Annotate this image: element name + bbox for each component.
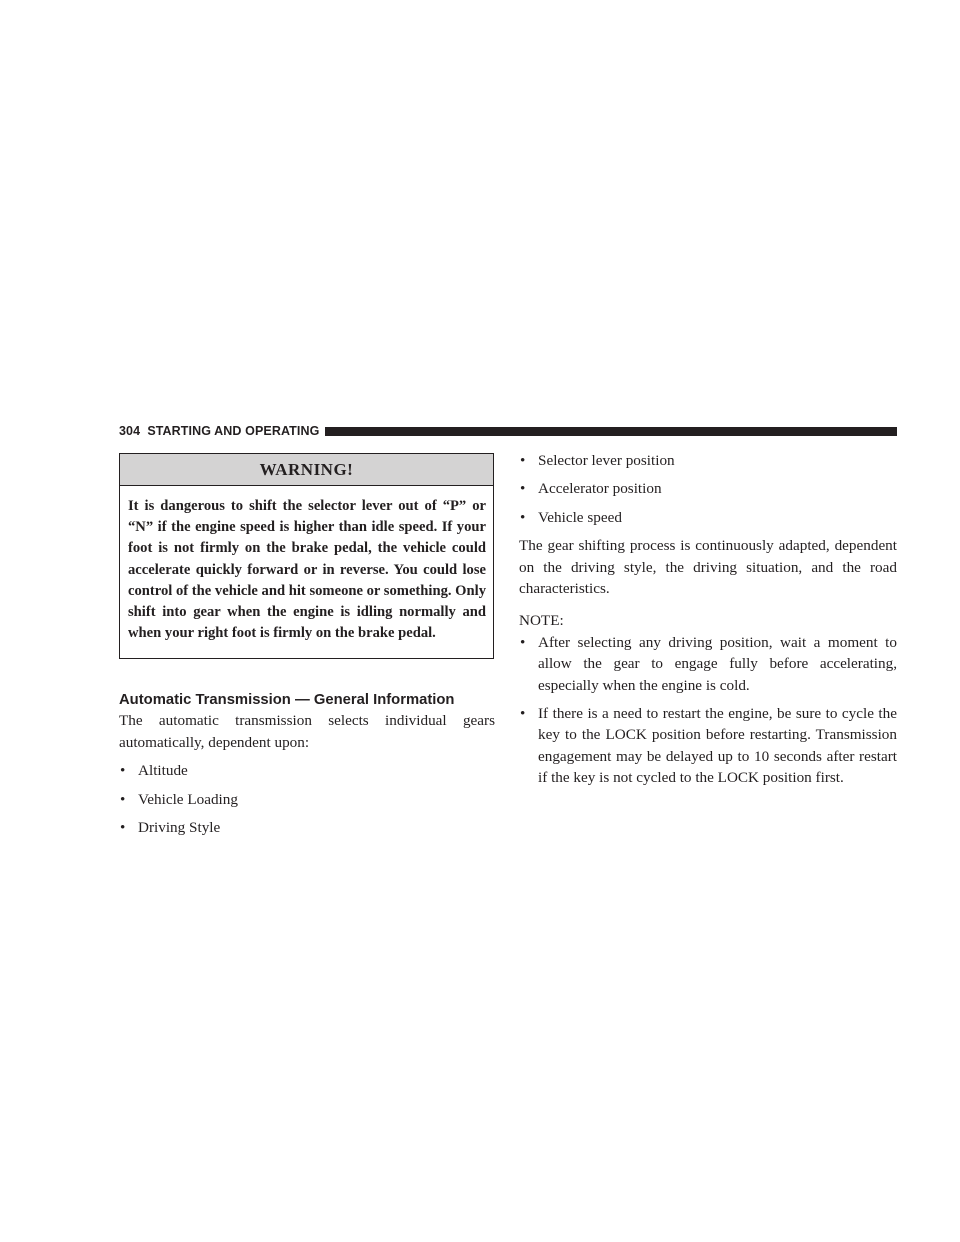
bullet-icon: • [520, 633, 526, 651]
section-heading: Automatic Transmission — General Information [119, 692, 455, 709]
intro-paragraph: The automatic transmission selects individual gears automatically, dependent upon: [119, 712, 495, 751]
note-list [519, 632, 897, 789]
factor-list-right [519, 450, 897, 528]
warning-box [119, 453, 494, 659]
list-item: • Driving Style [119, 817, 495, 838]
list-item: • Altitude [119, 760, 495, 781]
warning-title: WARNING! [120, 454, 493, 486]
bullet-icon: • [120, 762, 126, 780]
adaptation-paragraph: The gear shifting process is continuously adapted, dependent on the driving style, the driving situation, and the road characteristics. [519, 537, 897, 598]
bullet-icon: • [520, 508, 526, 526]
section-title: STARTING AND OPERATING [147, 424, 320, 438]
list-item: • Vehicle speed [519, 507, 897, 528]
bullet-icon: • [120, 790, 126, 808]
list-item: • Vehicle Loading [119, 789, 495, 810]
right-column [519, 450, 897, 789]
bullet-icon: • [120, 819, 126, 837]
left-column [119, 453, 495, 838]
bullet-icon: • [520, 705, 526, 723]
bullet-icon: • [520, 480, 526, 498]
header-spacer [140, 424, 147, 438]
warning-body: It is dangerous to shift the selector lever out of “P” or “N” if the engine speed is higher than idle speed. If your foot is not firmly on the brake pedal, the vehicle could accelerate quickly forward or in reverse. You could lose control of the vehicle and hit someone or something. Only shift into gear when the engine is idling normally and when your right foot is firmly on the brake pedal. [128, 498, 486, 642]
note-label: NOTE: [519, 612, 564, 630]
running-header [119, 422, 897, 440]
list-item: • If there is a need to restart the engine, be sure to cycle the key to the LOCK position before restarting. Transmission engagement may be delayed up to 10 seconds after restart if the key is not cycled to the LOCK position first. [520, 705, 897, 787]
list-item: • Accelerator position [519, 478, 897, 499]
list-item: • After selecting any driving position, wait a moment to allow the gear to engage fully before accelerating, especially when the engine is cold. [520, 633, 897, 694]
bullet-icon: • [520, 452, 526, 469]
list-item: • Selector lever position [519, 450, 897, 471]
header-rule [325, 427, 897, 436]
page-number: 304 [119, 424, 141, 438]
factor-list-left [119, 760, 495, 838]
